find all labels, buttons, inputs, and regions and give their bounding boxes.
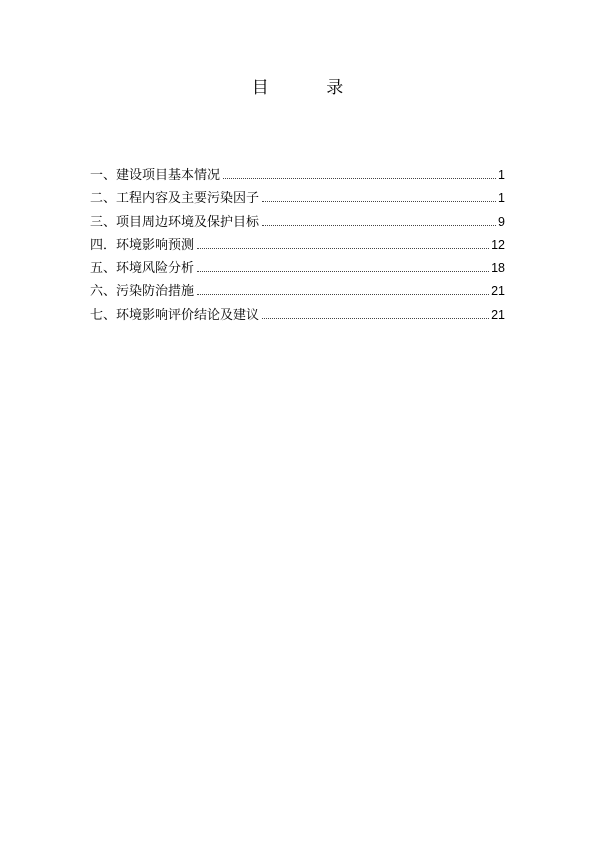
toc-entry-page: 9 [498,214,505,229]
table-of-contents [90,164,505,327]
toc-entry-label: 六、污染防治措施 [90,284,195,300]
toc-entry-page: 1 [498,168,505,182]
toc-entry[interactable] [90,304,505,327]
toc-entry[interactable] [90,257,505,280]
toc-entry-page: 12 [491,237,505,252]
toc-entry-page: 21 [491,307,505,322]
toc-entry-page: 1 [498,191,505,206]
toc-leader-dots [262,201,496,202]
toc-entry[interactable] [90,164,505,187]
toc-entry-label: 二、工程内容及主要污染因子 [90,191,260,207]
toc-entry-page: 18 [491,261,505,276]
toc-entry[interactable] [90,234,505,257]
toc-entry[interactable] [90,211,505,234]
toc-leader-dots [262,225,496,226]
toc-entry-label: 一、建设项目基本情况 [90,168,221,183]
toc-entry-label: 四．环境影响预测 [90,237,195,253]
toc-leader-dots [197,248,489,249]
page-title: 目 录 [251,78,370,98]
toc-leader-dots [197,294,489,295]
toc-entry[interactable] [90,280,505,303]
toc-entry-page: 21 [491,284,505,299]
toc-leader-dots [223,178,496,179]
toc-entry-label: 五、环境风险分析 [90,261,195,277]
toc-entry-label: 七、环境影响评价结论及建议 [90,307,260,323]
toc-leader-dots [197,271,489,272]
toc-entry-label: 三、项目周边环境及保护目标 [90,214,260,230]
toc-entry[interactable] [90,187,505,210]
toc-leader-dots [262,318,489,319]
